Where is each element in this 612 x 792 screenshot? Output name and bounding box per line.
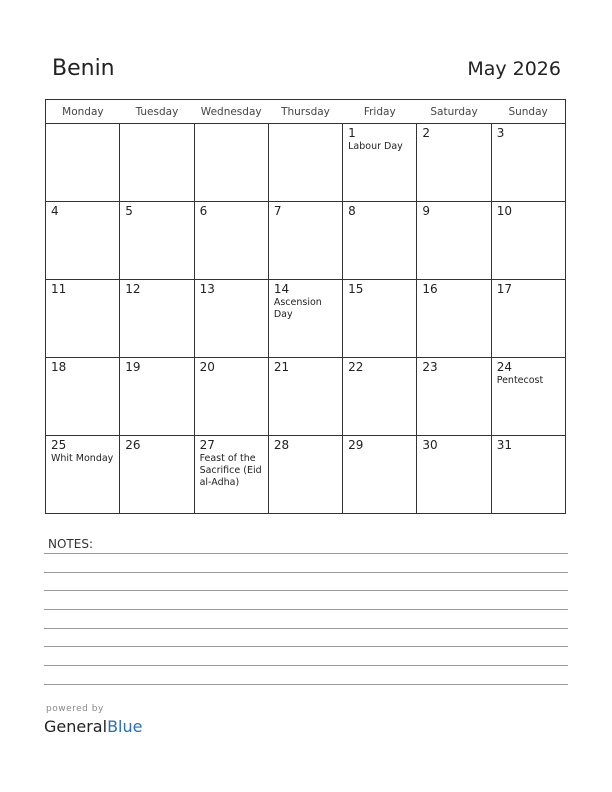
day-cell <box>120 436 194 514</box>
day-number: 8 <box>348 204 356 218</box>
day-cell <box>417 280 491 358</box>
day-number: 3 <box>496 126 505 140</box>
notes-line <box>44 646 568 647</box>
day-cell <box>343 280 417 358</box>
day-number: 29 <box>348 438 364 452</box>
day-number: 5 <box>125 204 133 218</box>
notes-line <box>44 665 568 666</box>
day-number: 14 <box>273 282 290 296</box>
day-cell <box>268 124 342 202</box>
day-number: 24 <box>496 360 512 374</box>
weekday-header-row <box>46 100 566 124</box>
holiday-label: Ascension Day <box>273 297 322 320</box>
brand-general: General <box>44 717 108 736</box>
day-number: 25 <box>51 438 67 452</box>
day-cell <box>417 436 491 514</box>
day-cell <box>343 436 417 514</box>
notes-line <box>44 684 568 685</box>
day-number: 30 <box>422 438 438 452</box>
day-number: 10 <box>496 204 512 218</box>
holiday-label: Whit Monday <box>51 453 114 464</box>
day-cell <box>46 202 120 280</box>
day-number: 6 <box>199 204 208 218</box>
day-cell <box>343 358 417 436</box>
calendar-grid <box>45 99 566 514</box>
weekday-wednesday: Wednesday <box>194 100 268 124</box>
day-cell <box>194 202 268 280</box>
day-number: 21 <box>273 360 290 374</box>
day-cell <box>194 280 268 358</box>
week-row <box>46 280 566 358</box>
week-row <box>46 124 566 202</box>
day-cell <box>194 124 268 202</box>
day-number: 1 <box>348 126 356 140</box>
week-row <box>46 358 566 436</box>
day-cell <box>268 202 342 280</box>
day-number: 2 <box>422 126 431 140</box>
day-number: 31 <box>496 438 512 452</box>
day-number: 13 <box>199 282 215 296</box>
day-number: 22 <box>348 360 364 374</box>
day-cell <box>491 358 565 436</box>
notes-line <box>44 572 568 573</box>
calendar-body <box>46 124 566 514</box>
day-cell <box>491 436 565 514</box>
day-cell <box>268 436 342 514</box>
day-cell <box>46 124 120 202</box>
weekday-saturday: Saturday <box>417 100 491 124</box>
day-cell <box>417 124 491 202</box>
day-cell <box>417 358 491 436</box>
brand-blue: Blue <box>107 717 143 736</box>
day-cell <box>194 436 268 514</box>
weekday-friday: Friday <box>343 100 417 124</box>
day-number: 7 <box>273 204 282 218</box>
day-cell <box>46 280 120 358</box>
day-cell <box>343 124 417 202</box>
holiday-label: Feast of the Sacrifice (Eid al-Adha) <box>199 453 262 488</box>
day-cell <box>268 280 342 358</box>
day-number: 4 <box>51 204 59 218</box>
day-cell <box>194 358 268 436</box>
brand-logo <box>44 717 142 736</box>
day-cell <box>46 358 120 436</box>
day-number: 26 <box>125 438 141 452</box>
day-number: 12 <box>125 282 141 296</box>
country-title: Benin <box>52 56 115 81</box>
notes-line <box>44 628 568 629</box>
notes-line <box>44 553 568 554</box>
holiday-label: Pentecost <box>496 375 544 386</box>
day-number: 28 <box>273 438 290 452</box>
powered-by-text: powered by <box>46 704 104 714</box>
day-number: 16 <box>422 282 438 296</box>
day-cell <box>46 436 120 514</box>
weekday-sunday: Sunday <box>491 100 565 124</box>
day-number: 15 <box>348 282 364 296</box>
weekday-tuesday: Tuesday <box>120 100 194 124</box>
day-number: 18 <box>51 360 67 374</box>
holiday-label: Labour Day <box>348 141 403 152</box>
day-cell <box>491 124 565 202</box>
day-cell <box>120 124 194 202</box>
day-number: 17 <box>496 282 512 296</box>
day-cell <box>120 358 194 436</box>
day-cell <box>268 358 342 436</box>
weekday-monday: Monday <box>46 100 120 124</box>
day-number: 20 <box>199 360 215 374</box>
week-row <box>46 436 566 514</box>
day-cell <box>491 202 565 280</box>
week-row <box>46 202 566 280</box>
notes-line <box>44 590 568 591</box>
day-number: 27 <box>199 438 215 452</box>
day-number: 23 <box>422 360 438 374</box>
day-cell <box>343 202 417 280</box>
notes-line <box>44 609 568 610</box>
day-cell <box>120 280 194 358</box>
day-cell <box>120 202 194 280</box>
day-number: 11 <box>51 282 67 296</box>
month-year-title: May 2026 <box>467 58 561 80</box>
day-number: 9 <box>422 204 431 218</box>
day-number: 19 <box>125 360 141 374</box>
weekday-thursday: Thursday <box>268 100 342 124</box>
notes-label: NOTES: <box>48 537 93 551</box>
day-cell <box>417 202 491 280</box>
day-cell <box>491 280 565 358</box>
